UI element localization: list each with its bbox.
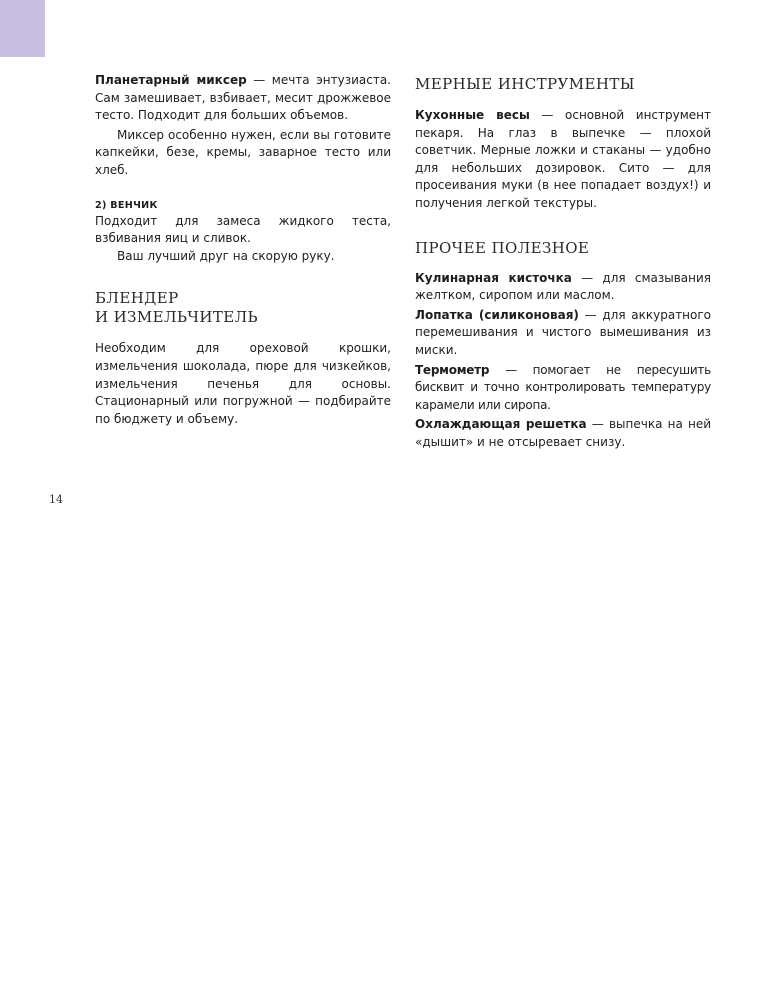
thermometer-description: — помогает не пересушить бисквит и точно контролировать температуру карамели или сиропа. <box>415 362 711 412</box>
brush-description: — для смазывания желтком, сиропом или маслом. <box>415 270 711 303</box>
list-item <box>415 416 711 451</box>
blender-paragraph: Необходим для ореховой крошки, измельчения шоколада, пюре для чизкейков, измельчения печенья для основы. Стационарный или погружной — подбирайте по бюджету и объему. <box>95 341 391 426</box>
spatula-description: — для аккуратного перемешивания и чистого вымешивания из миски. <box>415 307 712 357</box>
mixer-note: Миксер особенно нужен, если вы готовите капкейки, безе, кремы, заварное тесто или хлеб. <box>95 127 391 177</box>
measuring-heading: МЕРНЫЕ ИНСТРУМЕНТЫ <box>415 75 635 93</box>
mixer-paragraph <box>95 72 391 125</box>
cooling-rack-description: — выпечка на ней «дышит» и не отсыревает снизу. <box>415 417 712 449</box>
list-item <box>415 307 711 360</box>
whisk-note: Ваш лучший друг на скорую руку. <box>117 248 335 263</box>
right-column <box>415 72 711 452</box>
page-number: 14 <box>49 493 63 506</box>
corner-tab <box>0 0 45 57</box>
cooling-rack-term: Охлаждающая решетка <box>415 417 587 432</box>
whisk-subheading: 2) ВЕНЧИК <box>95 199 158 211</box>
blender-heading <box>95 289 391 327</box>
list-item <box>415 270 711 305</box>
list-item <box>415 362 711 415</box>
scales-description: — основной инструмент пекаря. На глаз в выпечке — плохой советчик. Мерные ложки и стаканы — удобно для небольших дозировок. Сито — для просеивания муки (в нее попадает воздух!) и получения легкой текстуры. <box>415 108 712 210</box>
mixer-description: — мечта энтузиаста. Сам замешивает, взбивает, месит дрожжевое тесто. Подходит для больших объемов. <box>95 73 391 123</box>
scales-term: Кухонные весы <box>415 108 530 122</box>
blender-heading-line2: И ИЗМЕЛЬЧИТЕЛЬ <box>95 308 259 327</box>
scales-paragraph <box>415 107 711 213</box>
whisk-paragraph: Подходит для замеса жидкого теста, взбивания яиц и сливок. <box>95 213 391 246</box>
brush-term: Кулинарная кисточка <box>415 270 572 285</box>
spatula-term: Лопатка (силиконовая) <box>415 307 579 322</box>
left-column <box>95 72 391 428</box>
mixer-term: Планетарный миксер <box>95 73 247 87</box>
other-useful-heading: ПРОЧЕЕ ПОЛЕЗНОЕ <box>415 238 590 257</box>
thermometer-term: Термометр <box>415 362 490 377</box>
blender-heading-line1: БЛЕНДЕР <box>95 289 179 308</box>
